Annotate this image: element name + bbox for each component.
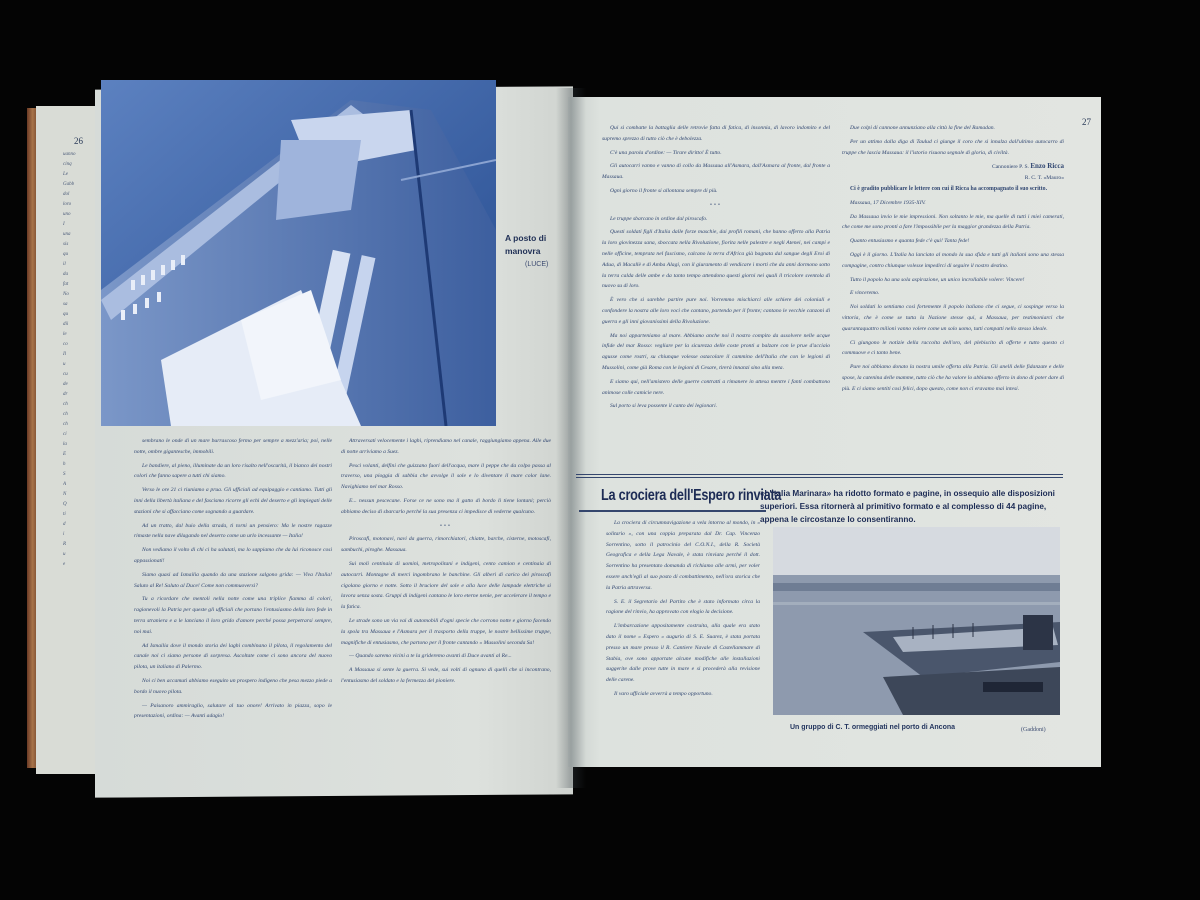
photo-credit: (LUCE) xyxy=(525,261,549,268)
signature-name: Enzo Ricca xyxy=(1030,162,1064,171)
paragraph: E vinceremo. xyxy=(850,290,880,297)
paragraph: Tutto il popolo ha una sola aspirazione, un unico incrollabile volere: Vincere! xyxy=(850,276,1025,283)
paragraph: Massaua, 17 Dicembre 1935-XIV. xyxy=(850,199,926,206)
paragraph: Il varo ufficiale avverrà a tempo opportuno. xyxy=(614,690,713,697)
paragraph: Qui si combatte la battaglia delle retrovie fatta di fatica, di insonnia, di lavoro indomito e del supremo sprezzo di tutto ciò che è debolezza. xyxy=(602,125,830,142)
right-page-column-1 xyxy=(602,123,830,468)
port-photo-caption: Un gruppo di C. T. ormeggiati nel porto di Ancona xyxy=(790,724,956,731)
paragraph: E... nessun pescecane. Forse ce ne sono ma il gatto di bordo li tiene lontani; perciò abbiamo deciso di sbarcarlo perché la sua presenza ci impedisce di vederne qualcuno. xyxy=(341,497,551,515)
caption-text: A posto di manovra xyxy=(505,233,547,256)
paragraph: Verso le ore 21 ci riuniamo a prua. Gli ufficiali ad equipaggio e cantiamo. Tutti gli inni della libertà italiana e del fascismo ricorre gli echi del deserto e gli impiegati delle stazioni che si affacciano come sognando a guardare. xyxy=(134,487,332,515)
headline-underline xyxy=(579,510,766,512)
letter-text xyxy=(842,184,1064,395)
signature-block xyxy=(842,161,1064,184)
section-separator: ••• xyxy=(440,522,452,529)
article-headline: La crociera dell'Espero rinviata xyxy=(601,487,782,504)
left-page-column-2 xyxy=(341,436,551,754)
paragraph: Noi soldati lo sentiamo così fortemente il popolo italiano che ci segue, ci sospinge verso la vittoria, che è come se tutta la Nazione stesse qui, a Massaua, per testimoniarci che quarantaquattro milioni vanno volere come un solo uomo, tutti compatti nello stesso ideale. xyxy=(842,304,1064,332)
section-divider-2 xyxy=(576,477,1063,478)
paragraph: — Paisanoro ammiraglio, salutare al tuo onore! Arrivato in piazza, sopo le presentazioni, ordina: — Avanti adagio! xyxy=(134,702,332,720)
paragraph: Gli autocarri vanno e vanno di collo da Massaua all'Asmara, dall'Asmara al fronte, dal fronte a Massaua. xyxy=(602,163,830,181)
paragraph: Siamo quasi ad Ismailia quando da una stazione salgono grida: — Viva l'Italia! Saluto al Re! Saluto al Duce! Come non commuoversi? xyxy=(134,571,332,589)
underlying-page-text-edge: uanno cinq Le Gabb dol loro uno I una sis qu il da fat No sa qu dii le co Il u cu de dr ch ch ch ci la E h S A N Q ti d i R u e xyxy=(63,152,76,567)
paragraph: Per un attimo dalla diga di Taulud ci giunge il coro che si innalza dall'ultimo autocarro di truppe che lascia Massaua: il l'istorio risuona segnale di gloria, di civiltà. xyxy=(842,138,1064,156)
format-notice: «L'Italia Marinara» ha ridotto formato e pagine, in ossequio alle disposizioni superiori. Essa ritornerà al primitivo formato e al complesso di 44 pagine, appena le circostanze lo consentiranno. xyxy=(760,489,1055,524)
paragraph: Ogni giorno il fronte si allontana sempre di più. xyxy=(610,187,718,194)
paragraph: — Quando saremo vicini a te la grideremo avanti di Duce avanti al Re... xyxy=(349,653,512,660)
signature-label: Cannoniere P. S. xyxy=(991,164,1029,171)
paragraph: Noi ci ben accamuti abbiamo eseguito un prospero indigeno che pesa mezzo piede a bordo il nuovo pilota. xyxy=(134,677,332,695)
paragraph: Ad Ismailia dove il mondo storia dei laghi combinano il pilota, il regolamento del canale noi ci siamo persone di sorpresa. Ascoltate come ci sono ancora del nuovo pilota, un italiano di Palermo. xyxy=(134,642,332,671)
paragraph: Tu a ricordare che mentoli nella notte come una triplice fiamma di colori, ragionevoli la Patria per queste gli ufficiali che portano l'entusiasmo della loro fede in terra straniera e a le lanciano il loro grido d'amore perché possa perpetrarsi sempre, noi mai. xyxy=(134,596,332,635)
warship-photo-caption xyxy=(505,232,567,271)
section-divider xyxy=(576,474,1063,475)
paragraph: Quanto entusiasmo e quanta fede c'è qui! Tanta fede! xyxy=(850,238,970,245)
paragraph: Piroscafi, motonavi, navi da guerra, rimorchiatori, chiatte, barche, cisterne, motoscafi, sambuchi, piroghe. Massaua. xyxy=(341,536,551,554)
port-photo-credit: (Gaddoni) xyxy=(1021,727,1046,733)
paragraph: Pesci volanti, delfini che guizzano fuori dell'acqua, mare il peppe che da colpo passa al traverso, una pioggia di sabbia che avvolge il sole e lo diventare il mare color lane. Navighiamo nel mar Rosso. xyxy=(341,462,551,491)
warship-deck-photo xyxy=(101,80,496,426)
paragraph: A Massaua si sente la guerra. Si vede, sui volti di ognuno di quelli che si incontrano, l'entusiasmo del soldato e la fermezza del pioniere. xyxy=(341,667,551,684)
paragraph: L'imbarcazione appositamente costruita, alla quale era stato dato il nome « Espero » augurio di S. E. Suarez, è stata portata presso un mare presso il R. Cantiere Navale di Castellammare di Stabia, ove sono apportate alcune modifiche alle installazioni suggerite dalle prove tutte in mare e si procederà alla revisione delle carene. xyxy=(606,623,760,684)
paragraph: Le bandiere, al pieno, illuminate da un loro risalto nell'oscurità, il bianco dei nostri colori che fanno sapere a tutti chi siamo. xyxy=(134,462,332,480)
paragraph: Le strade sono un via vai di automobili d'ogni specie che corrono notte e giorno facendo la spola tra Massaua e l'Asmara per il trasporto della truppe, le nostre bellissime truppe, magnifiche di entusiasmo, che partono per il fronte cantando « Mussolini seconda Sa! xyxy=(341,617,551,646)
ramadan-text xyxy=(842,123,1064,158)
paragraph: C'è una parola d'ordine: — Tirare diritto! È tutto. xyxy=(610,149,722,156)
paragraph: Pure noi abbiamo donato la nostra umile offerta alla Patria. Gli anelli delle fidanzate e delle spose, la catenina delle mamme, tutto ciò che ha valore lo abbiamo offerto in dono di poter dare di più. E ci siamo sentiti così felici, dopo questo, come non ci eravamo mai intesi. xyxy=(842,364,1064,392)
paragraph: Sul porto si leva possente il canto dei legionari. xyxy=(610,403,718,410)
paragraph: Ad un tratto, dal buio della strada, ti torni un pensiero: Ma le nostre ragazze rimaste nella nave dilagando nel deserto come un urlo incessante — Italia! xyxy=(134,522,332,540)
book-gutter xyxy=(556,88,586,788)
left-page-column-1 xyxy=(134,436,332,732)
paragraph: È vero che si sarebbe partire pure noi. Vorremmo mischiarci alle schiere dei coloniali e confondere la nostra alle loro voci che cantano, partendo per il fronte; cantano le vecchie canzoni di guerra e gli inni giovanissimi della Rivoluzione. xyxy=(602,297,830,325)
signature-unit: R. C. T. «Mauro» xyxy=(1024,175,1064,182)
paragraph: Ci è gradito pubblicare le lettere con cui il Ricca ha accompagnato il suo scritto. xyxy=(850,185,1048,192)
paragraph: Sui moli centinaia di uomini, metropolitani e indigeni, cento camion e centinaia di autocarri. Montagne di merci ingombrano le banchine. Gli alberi di carico dei piroscafi cigolano giorno e notte. Sotto il bruciore del sole e alla luce delle lampade elettriche si lavora senza sosta. Gruppi di indigeni cantano le loro eterne nenie, per accelerare il tempo e la fatica. xyxy=(341,560,551,611)
paragraph: Le truppe sbarcano in ordine dal piroscafo. xyxy=(610,215,708,222)
paragraph: Ci giungono le notizie della raccolta dell'oro, del plebiscito di offerte e tutto questo ci commuove e ci tanto bene. xyxy=(842,339,1064,357)
paragraph: Oggi è il giorno. L'Italia ha lanciato al mondo la sua sfida e tutti gli italiani sono una stessa compagine, contro chiunque volesse impedirci di seguire il nostro destino. xyxy=(842,251,1064,269)
paragraph: S. E. il Segretario del Partito che è stato informato circa la ragione del rinvio, ha approvato con elogio la decisione. xyxy=(606,598,760,616)
paragraph: Due colpi di cannone annunziano alla città la fine del Ramadan. xyxy=(850,125,995,131)
paragraph: E siamo qui, nell'amistero delle guerre contratti a rimanere in attesa mentre i fanti combattono animose colle camicie nere. xyxy=(602,378,830,396)
left-page-number: 26 xyxy=(74,136,83,146)
right-page-number: 27 xyxy=(1082,117,1091,127)
paragraph: sembrano le onde di un mare burrascoso fermo per sempre a mezz'aria; poi, nelle notte, ombre gigantesche, immobili. xyxy=(134,438,332,455)
paragraph: Attraversati velocemente i laghi, riprendiamo nel canale, raggiungiamo appena. Alle due di notte arriviamo a Suez. xyxy=(341,438,551,455)
paragraph: Da Massaua invio le mie impressioni. Non soltanto le mie, ma quelle di tutti i miei camerati, che come me sono pronti a fare l'impossibile per la maggior grandezza della Patria. xyxy=(842,213,1064,231)
paragraph: Non vediamo il volto di chi ci ha salutati, ma lo sappiamo che da lui riconosce cosi appassionati! xyxy=(134,547,332,564)
paragraph: Ma noi apparteniamo al mare. Abbiamo anche noi il nostro compito da assolvere nelle acque infide del mar Rosso: vegliare per la sicurezza delle coste pronti a balzare con le prue d'acciaio agusse come rostri, su chiunque volesse ostacolare il cammino dell'Italia che con le legioni di Mussolini, come già Roma con le legioni di Cesare, tirerà innanzi sino alla meta. xyxy=(602,332,830,371)
paragraph: La crociera di circumnavigazione a vela intorno al mondo, in « solitario », con una coppia preparata dal Dr. Cap. Vincenzo Sorrentino, sotto il patrocinio del C.O.N.I., della R. Società Geografica e della Lega Navale, è stata rinviata perché il dott. Sorrentino ha presentato domanda di richiamo alle armi, per voler essere anch'egli al suo posto di combattimento, nell'ora storica che la Patria attraversa. xyxy=(606,520,760,591)
section-separator: ••• xyxy=(710,201,722,208)
right-page-column-2 xyxy=(842,123,1064,468)
ancona-port-photo xyxy=(773,527,1060,715)
paragraph: Questi soldati figli d'Italia dalle forze maschie, dai profili romani, che hanno offerto alla Patria la loro giovinezza sana, sboccata nella Rivoluzione, fiorita nelle palestre e negli Atenei, nei campi e nelle officine, temprata nel fascismo, calcano la terra d'Africa già bagnata dal sangue degli Eroi di Adua, di Macallè e di Amba Alagi, con il giuramento di vendicare i morti che da anni dormono sotto la terra calda delle ambe e da tanto tempo attendono questi giorni nei quali il tricolore sventola di nuovo su di loro. xyxy=(602,229,830,290)
espero-article-text xyxy=(606,518,760,744)
